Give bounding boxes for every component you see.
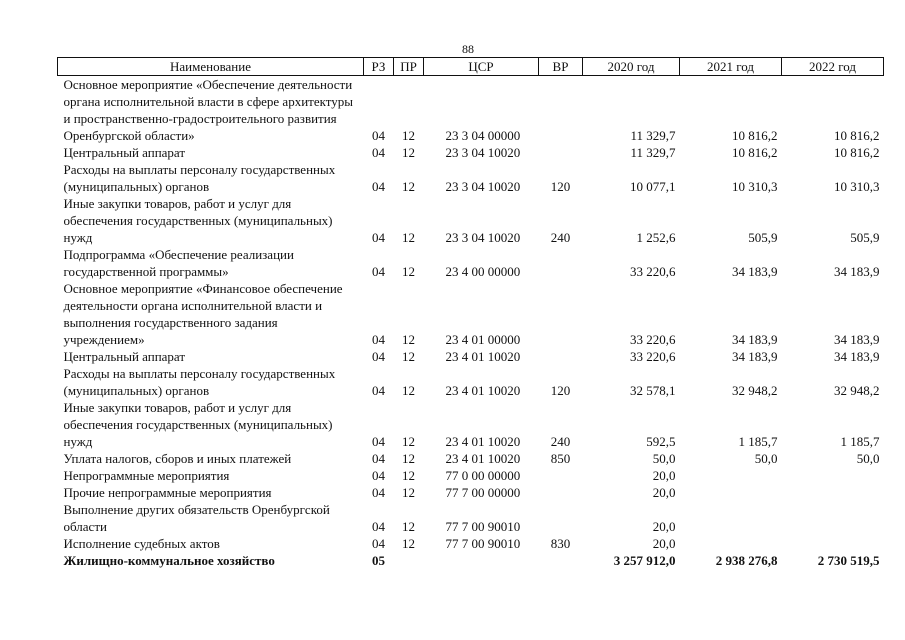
row-vr — [539, 484, 583, 501]
row-vr — [539, 144, 583, 161]
row-pr: 12 — [402, 451, 415, 466]
row-2021: 10 816,2 — [732, 145, 778, 160]
row-rz: 04 — [372, 485, 385, 500]
row-2022: 34 183,9 — [834, 264, 880, 279]
row-2022: 34 183,9 — [834, 349, 880, 364]
row-rz: 04 — [372, 145, 385, 160]
row-rz: 04 — [372, 383, 385, 398]
row-rz: 04 — [372, 519, 385, 534]
row-pr: 12 — [402, 519, 415, 534]
row-2020: 1 252,6 — [636, 230, 676, 245]
row-name: Выполнение других обязательств Оренбургской области — [63, 502, 330, 534]
row-csr: 23 3 04 00000 — [445, 128, 521, 143]
table-row — [58, 484, 884, 501]
table-row — [58, 161, 884, 195]
row-pr: 12 — [402, 383, 415, 398]
row-2022 — [782, 535, 884, 552]
header-pr: ПР — [394, 58, 424, 76]
table-row — [58, 552, 884, 569]
row-name: Основное мероприятие «Финансовое обеспечение деятельности органа исполнительной власти и выполнения государственного задания учреждением» — [63, 281, 343, 347]
row-csr: 77 7 00 00000 — [445, 485, 521, 500]
row-pr: 12 — [402, 536, 415, 551]
row-name: Прочие непрограммные мероприятия — [63, 485, 272, 500]
row-vr: 240 — [550, 230, 571, 245]
row-2020: 33 220,6 — [630, 264, 676, 279]
row-2021: 34 183,9 — [732, 349, 778, 364]
row-vr: 240 — [550, 434, 571, 449]
row-vr — [539, 76, 583, 145]
row-name: Жилищно-коммунальное хозяйство — [63, 553, 275, 568]
row-2022: 2 730 519,5 — [817, 553, 880, 568]
row-name: Исполнение судебных актов — [63, 536, 220, 551]
row-csr: 77 7 00 90010 — [445, 536, 521, 551]
row-csr: 23 4 01 10020 — [445, 451, 521, 466]
table-row — [58, 450, 884, 467]
row-pr: 12 — [402, 264, 415, 279]
row-csr: 23 4 01 10020 — [445, 349, 521, 364]
row-rz: 04 — [372, 230, 385, 245]
header-csr: ЦСР — [424, 58, 539, 76]
row-pr: 12 — [402, 179, 415, 194]
row-csr: 23 4 01 10020 — [445, 383, 521, 398]
row-2021: 2 938 276,8 — [715, 553, 778, 568]
row-vr — [539, 501, 583, 535]
row-2021 — [680, 535, 782, 552]
row-2021 — [680, 467, 782, 484]
row-2022: 32 948,2 — [834, 383, 880, 398]
row-pr: 12 — [402, 332, 415, 347]
row-rz: 04 — [372, 179, 385, 194]
row-2020: 20,0 — [652, 519, 676, 534]
row-2021: 34 183,9 — [732, 332, 778, 347]
row-csr: 77 0 00 00000 — [445, 468, 521, 483]
row-pr — [394, 552, 424, 569]
row-csr: 23 3 04 10020 — [445, 179, 521, 194]
row-2021 — [680, 484, 782, 501]
table-header-row — [58, 58, 884, 76]
row-2021 — [680, 501, 782, 535]
row-2020: 3 257 912,0 — [613, 553, 676, 568]
row-2021: 32 948,2 — [732, 383, 778, 398]
row-name: Расходы на выплаты персоналу государственных (муниципальных) органов — [63, 366, 336, 398]
row-2022 — [782, 484, 884, 501]
row-pr: 12 — [402, 485, 415, 500]
row-csr: 23 4 01 00000 — [445, 332, 521, 347]
table-row — [58, 144, 884, 161]
row-rz: 05 — [372, 553, 385, 568]
row-name: Иные закупки товаров, работ и услуг для обеспечения государственных (муниципальных) нужд — [63, 400, 333, 449]
header-2020: 2020 год — [583, 58, 680, 76]
row-name: Уплата налогов, сборов и иных платежей — [63, 451, 292, 466]
row-name: Центральный аппарат — [63, 145, 186, 160]
row-2020: 592,5 — [646, 434, 676, 449]
row-csr: 23 3 04 10020 — [445, 145, 521, 160]
row-2020: 20,0 — [652, 468, 676, 483]
table-row — [58, 535, 884, 552]
row-2020: 50,0 — [652, 451, 676, 466]
row-vr: 830 — [550, 536, 571, 551]
row-csr: 23 4 01 10020 — [445, 434, 521, 449]
row-pr: 12 — [402, 349, 415, 364]
row-rz: 04 — [372, 332, 385, 347]
row-2020: 33 220,6 — [630, 332, 676, 347]
row-2021: 34 183,9 — [732, 264, 778, 279]
row-2022: 505,9 — [850, 230, 880, 245]
row-2022: 1 185,7 — [840, 434, 880, 449]
row-csr: 23 3 04 10020 — [445, 230, 521, 245]
row-vr: 120 — [550, 179, 571, 194]
row-2022 — [782, 501, 884, 535]
row-2021: 1 185,7 — [738, 434, 778, 449]
row-vr — [539, 467, 583, 484]
row-vr: 850 — [550, 451, 571, 466]
row-pr: 12 — [402, 145, 415, 160]
row-2021: 50,0 — [754, 451, 778, 466]
row-rz: 04 — [372, 349, 385, 364]
row-rz: 04 — [372, 128, 385, 143]
row-name: Подпрограмма «Обеспечение реализации государственной программы» — [63, 247, 294, 279]
row-vr: 120 — [550, 383, 571, 398]
row-csr: 77 7 00 90010 — [445, 519, 521, 534]
row-2021: 505,9 — [748, 230, 778, 245]
row-2020: 10 077,1 — [630, 179, 676, 194]
table-row — [58, 246, 884, 280]
row-2021: 10 816,2 — [732, 128, 778, 143]
table-row — [58, 365, 884, 399]
row-vr — [539, 348, 583, 365]
row-2020: 11 329,7 — [630, 145, 676, 160]
row-rz: 04 — [372, 264, 385, 279]
table-row — [58, 280, 884, 348]
row-2020: 20,0 — [652, 485, 676, 500]
row-rz: 04 — [372, 536, 385, 551]
row-name: Непрограммные мероприятия — [63, 468, 230, 483]
row-2022: 10 816,2 — [834, 145, 880, 160]
row-rz: 04 — [372, 451, 385, 466]
row-pr: 12 — [402, 128, 415, 143]
table-row — [58, 467, 884, 484]
header-2022: 2022 год — [782, 58, 884, 76]
budget-table — [57, 57, 884, 569]
row-2021: 10 310,3 — [732, 179, 778, 194]
table-row — [58, 348, 884, 365]
header-2021: 2021 год — [680, 58, 782, 76]
table-body — [58, 76, 884, 570]
row-pr: 12 — [402, 434, 415, 449]
row-2022: 10 310,3 — [834, 179, 880, 194]
table-row — [58, 76, 884, 145]
row-vr — [539, 552, 583, 569]
row-2020: 20,0 — [652, 536, 676, 551]
header-name: Наименование — [58, 58, 364, 76]
table-row — [58, 399, 884, 450]
row-2022: 50,0 — [856, 451, 880, 466]
row-2022: 34 183,9 — [834, 332, 880, 347]
row-name: Основное мероприятие «Обеспечение деятельности органа исполнительной власти в сфере архитектуры и пространственно-градостроительного развития Оренбургской области» — [63, 77, 354, 143]
row-name: Иные закупки товаров, работ и услуг для обеспечения государственных (муниципальных) нужд — [63, 196, 333, 245]
row-rz: 04 — [372, 468, 385, 483]
row-name: Центральный аппарат — [63, 349, 186, 364]
table-row — [58, 195, 884, 246]
header-vr: ВР — [539, 58, 583, 76]
table-row — [58, 501, 884, 535]
header-rz: РЗ — [364, 58, 394, 76]
row-pr: 12 — [402, 230, 415, 245]
row-vr — [539, 246, 583, 280]
row-2022: 10 816,2 — [834, 128, 880, 143]
row-name: Расходы на выплаты персоналу государственных (муниципальных) органов — [63, 162, 336, 194]
row-2020: 32 578,1 — [630, 383, 676, 398]
row-vr — [539, 280, 583, 348]
row-rz: 04 — [372, 434, 385, 449]
row-csr: 23 4 00 00000 — [445, 264, 521, 279]
row-2022 — [782, 467, 884, 484]
row-csr — [424, 552, 539, 569]
row-2020: 11 329,7 — [630, 128, 676, 143]
row-pr: 12 — [402, 468, 415, 483]
page-number: 88 — [462, 42, 474, 56]
row-2020: 33 220,6 — [630, 349, 676, 364]
